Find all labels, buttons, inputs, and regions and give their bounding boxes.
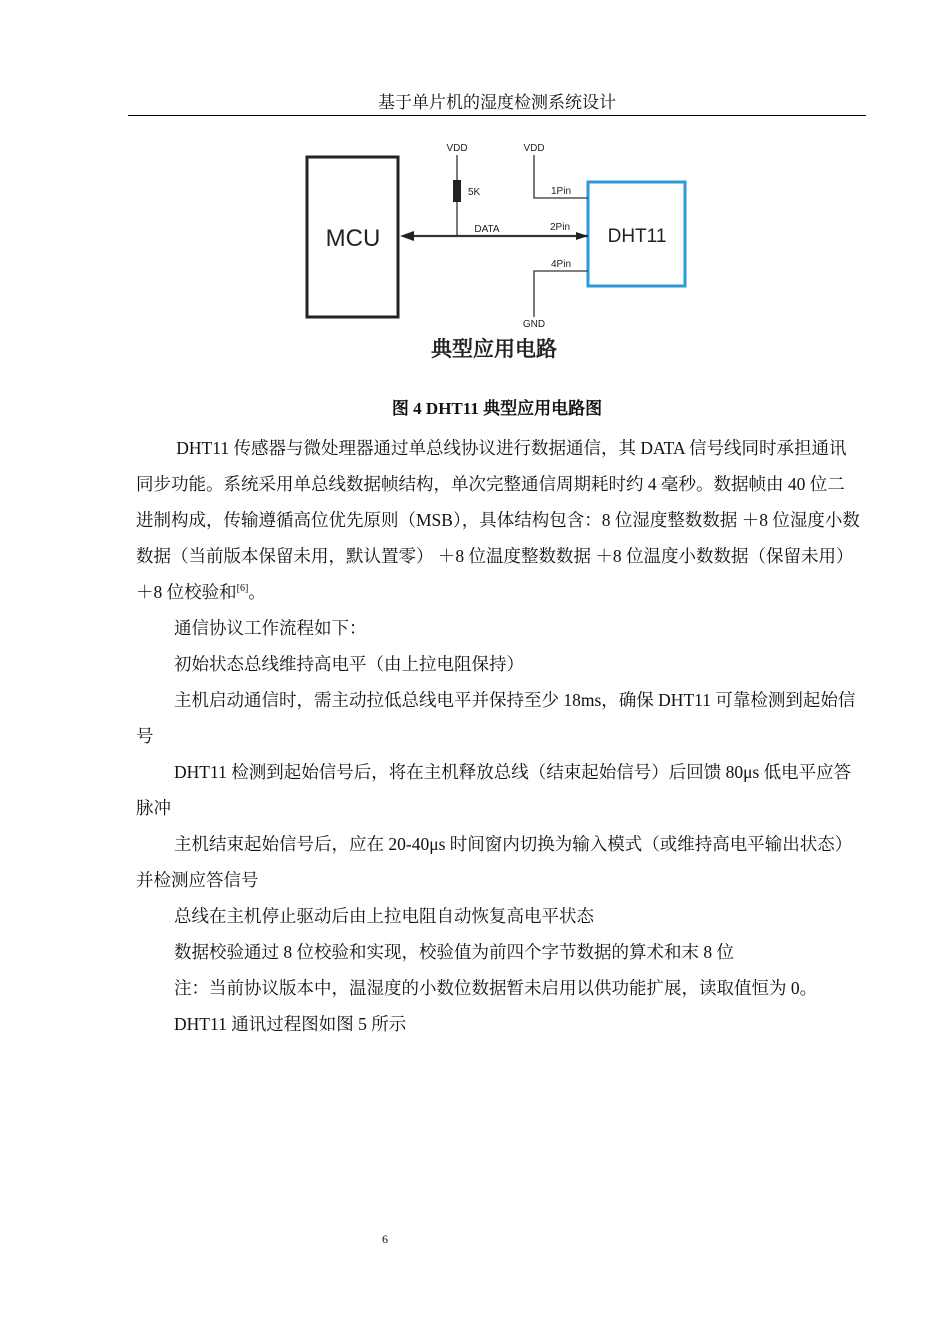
paragraph-step-4: 主机结束起始信号后，应在 20-40μs 时间窗内切换为输入模式（或维持高电平输出状态）并检测应答信号 <box>136 834 853 890</box>
paragraph-step-1: 初始状态总线维持高电平（由上拉电阻保持） <box>174 654 524 674</box>
diagram-title: 典型应用电路 <box>431 337 557 361</box>
data-label: DATA <box>474 224 500 235</box>
running-header: 基于单片机的湿度检测系统设计 <box>378 93 616 112</box>
paragraph-note: 注：当前协议版本中，温湿度的小数位数据暂未启用以供功能扩展，读取值恒为 0。 <box>174 978 818 998</box>
dht11-label: DHT11 <box>607 226 667 247</box>
data-arrow-left <box>400 231 414 241</box>
paragraph-step-3: DHT11 检测到起始信号后，将在主机释放总线（结束起始信号）后回馈 80μs 低电平应答脉冲 <box>136 762 852 818</box>
paragraph-figure-ref: DHT11 通讯过程图如图 5 所示 <box>174 1014 407 1034</box>
circuit-diagram <box>290 130 710 375</box>
paragraph-checksum: 数据校验通过 8 位校验和实现，校验值为前四个字节数据的算术和末 8 位 <box>174 942 734 962</box>
vdd-right-label: VDD <box>523 143 545 154</box>
paragraph-protocol-intro: 通信协议工作流程如下： <box>174 618 367 638</box>
paragraph-frame-structure <box>136 430 862 610</box>
header-rule <box>128 115 866 116</box>
figure-caption: 图 4 DHT11 典型应用电路图 <box>391 399 603 418</box>
resistor-label: 5K <box>468 187 481 198</box>
mcu-label: MCU <box>325 225 381 252</box>
pin4-label: 4Pin <box>551 259 572 270</box>
vdd-left-label: VDD <box>446 143 468 154</box>
data-arrow-right <box>576 232 588 240</box>
citation-ref: [6] <box>236 583 249 595</box>
page-number: 6 <box>382 1232 388 1246</box>
paragraph-text: DHT11 传感器与微处理器通过单总线协议进行数据通信，其 DATA 信号线同时承担通讯同步功能。系统采用单总线数据帧结构，单次完整通信周期耗时约 4 毫秒。数据帧由 40 位二进制构成，传输遵循高位优先原则（MSB），具体结构包含：8 位湿度整数数据 ＋8 位湿度小数数据（当前版本保留未用，默认置零） ＋8 位温度整数数据 ＋8 位温度小数数据（保留未用） ＋8 位校验和 <box>136 438 860 602</box>
resistor <box>453 180 461 202</box>
gnd-wire <box>534 271 588 317</box>
gnd-label: GND <box>522 319 546 330</box>
pin1-label: 1Pin <box>551 186 572 197</box>
paragraph-step-2: 主机启动通信时，需主动拉低总线电平并保持至少 18ms，确保 DHT11 可靠检测到起始信号 <box>136 690 856 746</box>
paragraph-end: 。 <box>248 582 266 602</box>
body-text <box>136 430 862 1042</box>
pin2-label: 2Pin <box>550 222 571 233</box>
paragraph-step-5: 总线在主机停止驱动后由上拉电阻自动恢复高电平状态 <box>174 906 594 926</box>
